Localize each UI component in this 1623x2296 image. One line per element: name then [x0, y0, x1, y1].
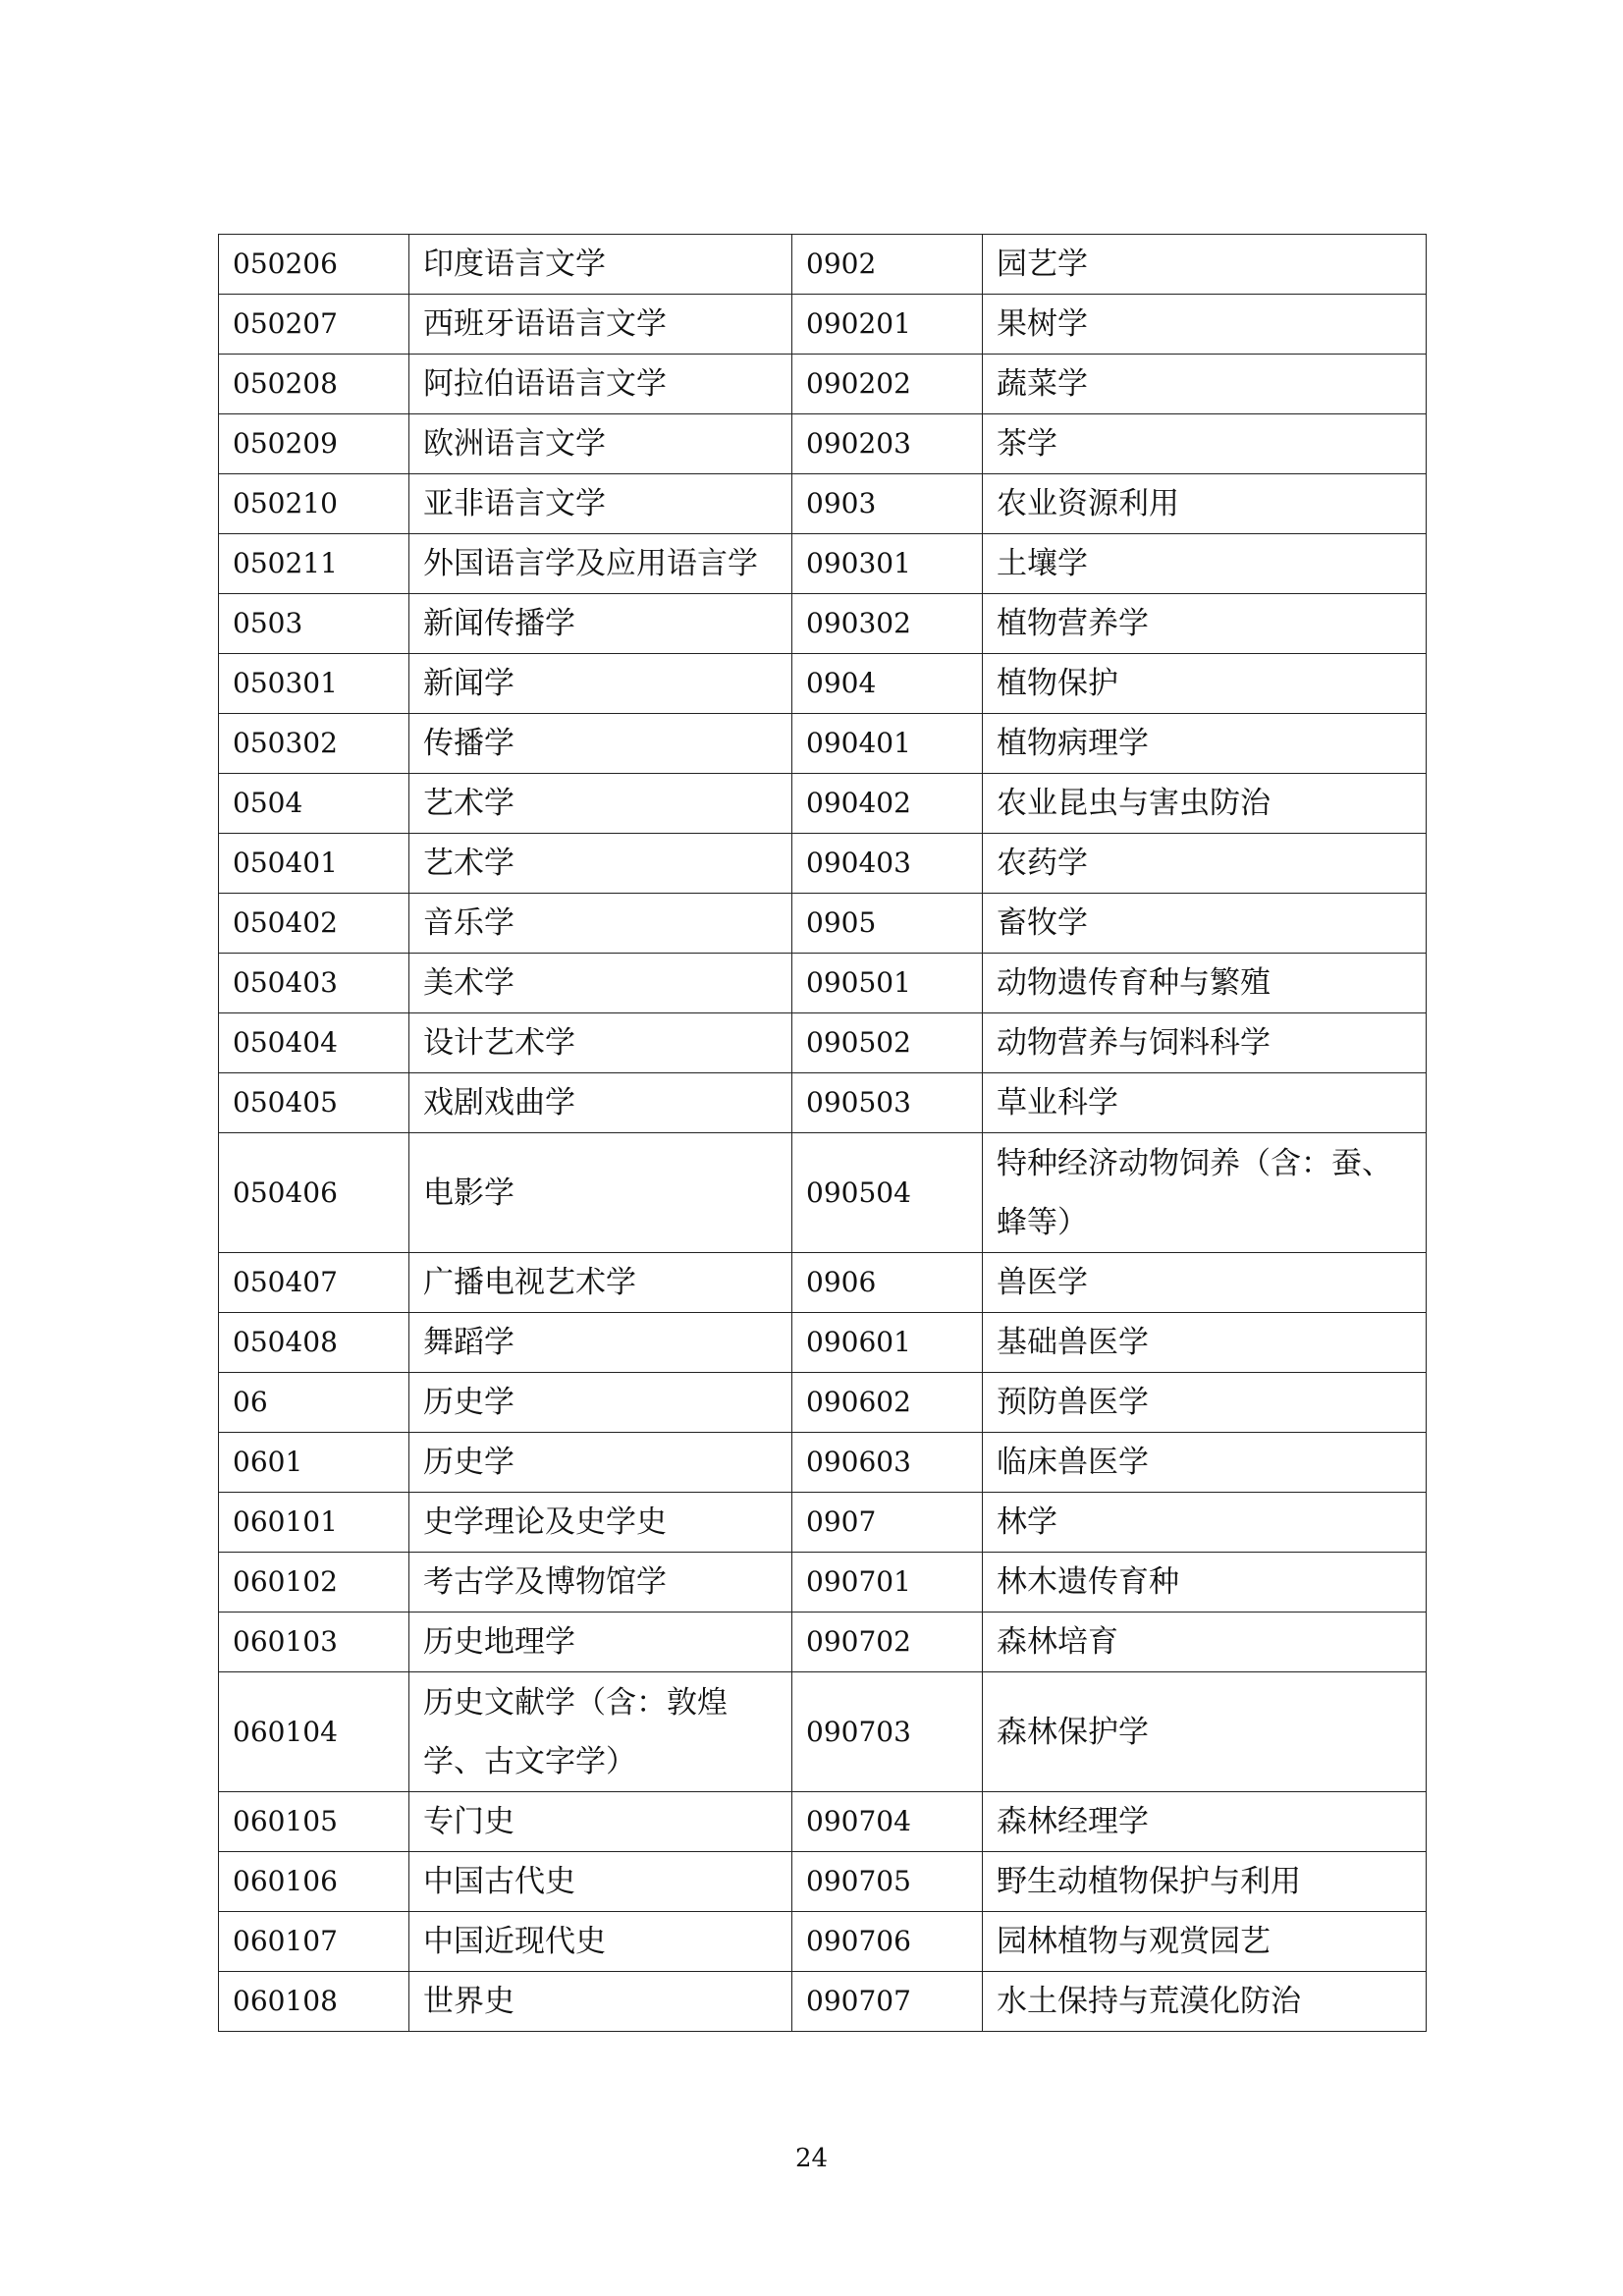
table-row	[219, 1013, 1427, 1073]
left-code-cell: 06	[219, 1373, 409, 1433]
left-name-cell: 电影学	[409, 1133, 792, 1253]
right-code-cell: 090302	[792, 594, 983, 654]
table-row	[219, 954, 1427, 1013]
left-name-cell: 欧洲语言文学	[409, 414, 792, 474]
left-code-cell: 060103	[219, 1613, 409, 1672]
table-row	[219, 235, 1427, 295]
left-name-cell: 音乐学	[409, 894, 792, 954]
left-code-cell: 050302	[219, 714, 409, 774]
left-code-cell: 050406	[219, 1133, 409, 1253]
left-code-cell: 050403	[219, 954, 409, 1013]
left-name-cell: 世界史	[409, 1972, 792, 2032]
right-name-cell: 畜牧学	[983, 894, 1427, 954]
right-name-cell: 农药学	[983, 834, 1427, 894]
right-code-cell: 0902	[792, 235, 983, 295]
table-body	[219, 235, 1427, 2032]
table-row	[219, 1972, 1427, 2032]
left-code-cell: 050210	[219, 474, 409, 534]
table-row	[219, 534, 1427, 594]
table-row	[219, 1792, 1427, 1852]
table-row	[219, 414, 1427, 474]
left-name-cell: 历史文献学（含：敦煌学、古文字学）	[409, 1672, 792, 1792]
right-code-cell: 090601	[792, 1313, 983, 1373]
table-row	[219, 1373, 1427, 1433]
left-name-cell: 外国语言学及应用语言学	[409, 534, 792, 594]
right-name-cell: 临床兽医学	[983, 1433, 1427, 1493]
right-code-cell: 090501	[792, 954, 983, 1013]
left-code-cell: 0503	[219, 594, 409, 654]
left-name-cell: 阿拉伯语语言文学	[409, 355, 792, 414]
table-row	[219, 834, 1427, 894]
right-name-cell: 农业资源利用	[983, 474, 1427, 534]
left-name-cell: 历史学	[409, 1373, 792, 1433]
left-code-cell: 0504	[219, 774, 409, 834]
right-name-cell: 动物遗传育种与繁殖	[983, 954, 1427, 1013]
right-code-cell: 090401	[792, 714, 983, 774]
left-code-cell: 0601	[219, 1433, 409, 1493]
right-code-cell: 090402	[792, 774, 983, 834]
right-code-cell: 0903	[792, 474, 983, 534]
left-name-cell: 印度语言文学	[409, 235, 792, 295]
left-name-cell: 中国近现代史	[409, 1912, 792, 1972]
right-code-cell: 090701	[792, 1553, 983, 1613]
right-name-cell: 蔬菜学	[983, 355, 1427, 414]
table-row	[219, 594, 1427, 654]
page-number: 24	[794, 2144, 829, 2173]
left-name-cell: 历史学	[409, 1433, 792, 1493]
right-code-cell: 090707	[792, 1972, 983, 2032]
left-code-cell: 050206	[219, 235, 409, 295]
right-code-cell: 090201	[792, 295, 983, 355]
left-name-cell: 西班牙语语言文学	[409, 295, 792, 355]
right-name-cell: 园林植物与观赏园艺	[983, 1912, 1427, 1972]
right-name-cell: 兽医学	[983, 1253, 1427, 1313]
left-code-cell: 060108	[219, 1972, 409, 2032]
left-code-cell: 060104	[219, 1672, 409, 1792]
right-code-cell: 090705	[792, 1852, 983, 1912]
table-row	[219, 1493, 1427, 1553]
discipline-code-table	[218, 234, 1427, 2032]
right-name-cell: 林学	[983, 1493, 1427, 1553]
left-name-cell: 美术学	[409, 954, 792, 1013]
table-row	[219, 1672, 1427, 1792]
right-code-cell: 0907	[792, 1493, 983, 1553]
left-name-cell: 艺术学	[409, 774, 792, 834]
right-code-cell: 090702	[792, 1613, 983, 1672]
left-code-cell: 050209	[219, 414, 409, 474]
left-code-cell: 050208	[219, 355, 409, 414]
right-name-cell: 野生动植物保护与利用	[983, 1852, 1427, 1912]
left-code-cell: 060101	[219, 1493, 409, 1553]
right-code-cell: 090603	[792, 1433, 983, 1493]
left-name-cell: 新闻学	[409, 654, 792, 714]
left-name-cell: 舞蹈学	[409, 1313, 792, 1373]
right-name-cell: 预防兽医学	[983, 1373, 1427, 1433]
right-name-cell: 基础兽医学	[983, 1313, 1427, 1373]
right-name-cell: 茶学	[983, 414, 1427, 474]
right-name-cell: 土壤学	[983, 534, 1427, 594]
left-code-cell: 060105	[219, 1792, 409, 1852]
right-code-cell: 090403	[792, 834, 983, 894]
left-name-cell: 史学理论及史学史	[409, 1493, 792, 1553]
left-name-cell: 戏剧戏曲学	[409, 1073, 792, 1133]
right-code-cell: 090502	[792, 1013, 983, 1073]
right-name-cell: 水土保持与荒漠化防治	[983, 1972, 1427, 2032]
right-name-cell: 园艺学	[983, 235, 1427, 295]
table-row	[219, 1852, 1427, 1912]
right-code-cell: 090602	[792, 1373, 983, 1433]
right-code-cell: 090704	[792, 1792, 983, 1852]
right-code-cell: 090203	[792, 414, 983, 474]
right-code-cell: 090503	[792, 1073, 983, 1133]
table-row	[219, 1073, 1427, 1133]
left-name-cell: 考古学及博物馆学	[409, 1553, 792, 1613]
right-name-cell: 农业昆虫与害虫防治	[983, 774, 1427, 834]
right-code-cell: 090703	[792, 1672, 983, 1792]
right-name-cell: 植物营养学	[983, 594, 1427, 654]
right-name-cell: 动物营养与饲料科学	[983, 1013, 1427, 1073]
right-name-cell: 果树学	[983, 295, 1427, 355]
table-row	[219, 654, 1427, 714]
right-code-cell: 0905	[792, 894, 983, 954]
left-name-cell: 传播学	[409, 714, 792, 774]
table-row	[219, 894, 1427, 954]
left-code-cell: 050402	[219, 894, 409, 954]
left-name-cell: 艺术学	[409, 834, 792, 894]
left-name-cell: 专门史	[409, 1792, 792, 1852]
right-code-cell: 090504	[792, 1133, 983, 1253]
left-name-cell: 设计艺术学	[409, 1013, 792, 1073]
right-code-cell: 090301	[792, 534, 983, 594]
left-code-cell: 050301	[219, 654, 409, 714]
table-row	[219, 355, 1427, 414]
left-code-cell: 050408	[219, 1313, 409, 1373]
left-name-cell: 历史地理学	[409, 1613, 792, 1672]
right-name-cell: 植物病理学	[983, 714, 1427, 774]
right-code-cell: 090706	[792, 1912, 983, 1972]
right-name-cell: 森林培育	[983, 1613, 1427, 1672]
left-name-cell: 中国古代史	[409, 1852, 792, 1912]
left-code-cell: 060107	[219, 1912, 409, 1972]
table-row	[219, 1553, 1427, 1613]
left-name-cell: 广播电视艺术学	[409, 1253, 792, 1313]
left-code-cell: 050407	[219, 1253, 409, 1313]
table-row	[219, 1313, 1427, 1373]
right-name-cell: 草业科学	[983, 1073, 1427, 1133]
table-row	[219, 1912, 1427, 1972]
right-name-cell: 森林保护学	[983, 1672, 1427, 1792]
right-code-cell: 090202	[792, 355, 983, 414]
left-code-cell: 050401	[219, 834, 409, 894]
table-row	[219, 714, 1427, 774]
left-code-cell: 050404	[219, 1013, 409, 1073]
right-name-cell: 林木遗传育种	[983, 1553, 1427, 1613]
right-code-cell: 0906	[792, 1253, 983, 1313]
left-code-cell: 050405	[219, 1073, 409, 1133]
left-code-cell: 050207	[219, 295, 409, 355]
table-row	[219, 295, 1427, 355]
left-code-cell: 060102	[219, 1553, 409, 1613]
left-code-cell: 050211	[219, 534, 409, 594]
table-row	[219, 1613, 1427, 1672]
table-row	[219, 1133, 1427, 1253]
table-row	[219, 774, 1427, 834]
right-name-cell: 森林经理学	[983, 1792, 1427, 1852]
left-name-cell: 新闻传播学	[409, 594, 792, 654]
table-row	[219, 1433, 1427, 1493]
right-name-cell: 植物保护	[983, 654, 1427, 714]
table-row	[219, 1253, 1427, 1313]
right-code-cell: 0904	[792, 654, 983, 714]
left-code-cell: 060106	[219, 1852, 409, 1912]
right-name-cell: 特种经济动物饲养（含：蚕、蜂等）	[983, 1133, 1427, 1253]
left-name-cell: 亚非语言文学	[409, 474, 792, 534]
table-row	[219, 474, 1427, 534]
